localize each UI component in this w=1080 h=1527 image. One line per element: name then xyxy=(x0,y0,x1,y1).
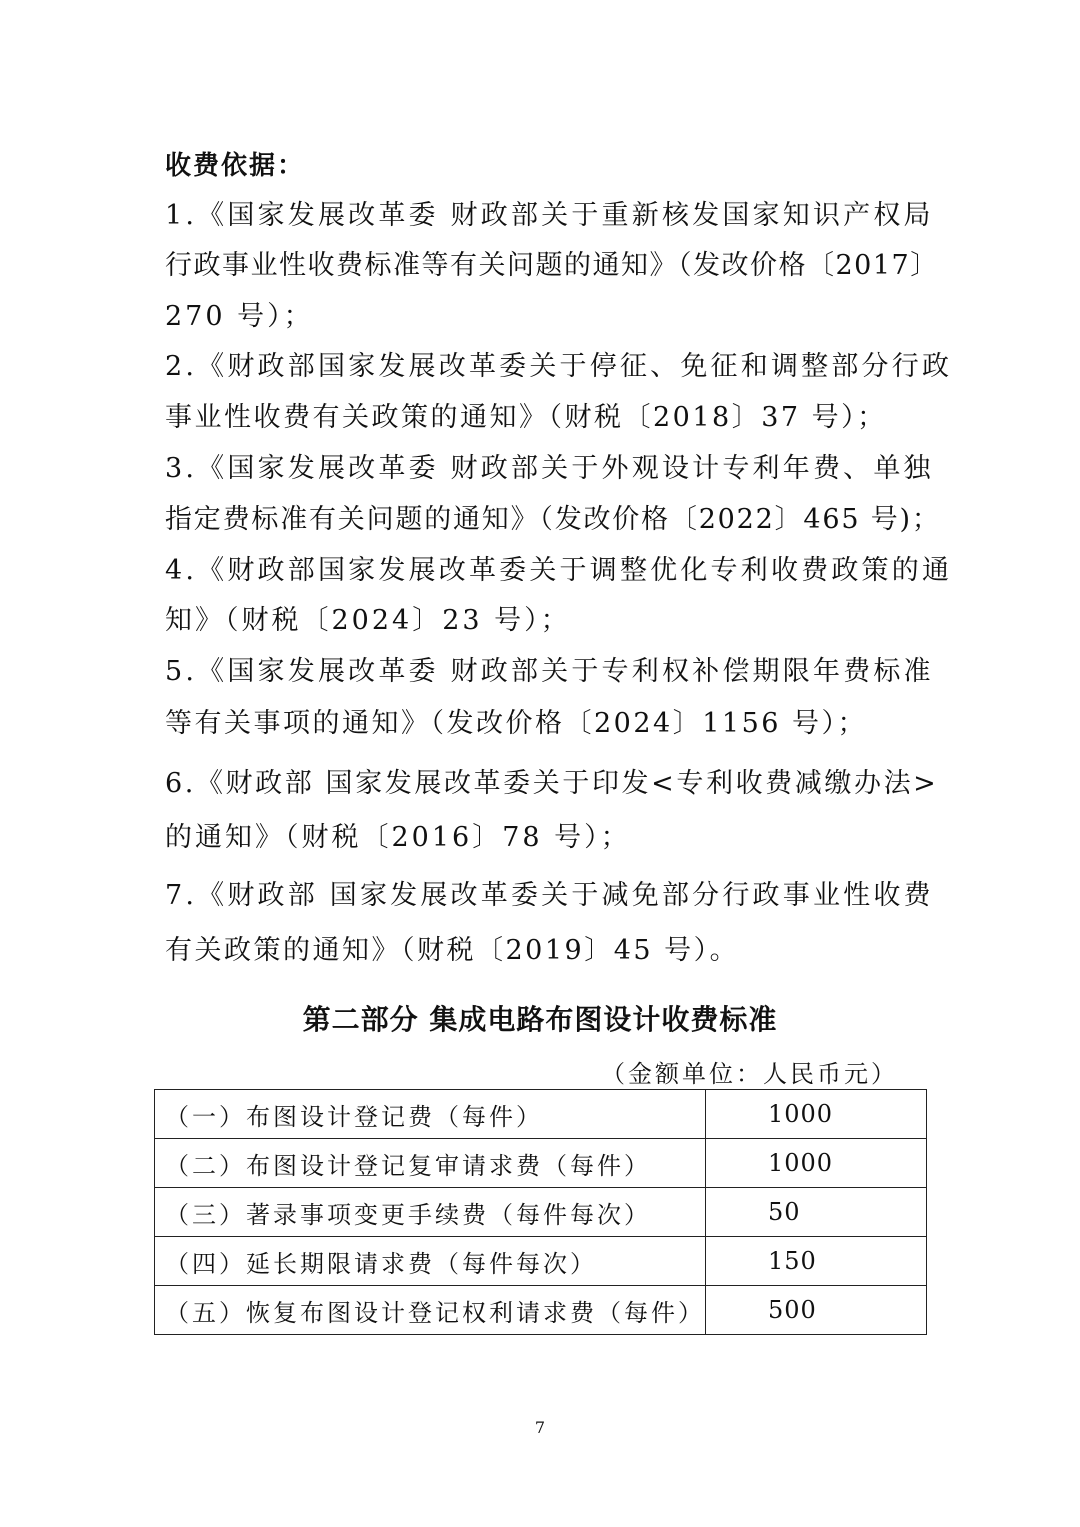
basis-line-5: 事业性收费有关政策的通知》（财税〔2018〕37 号）； xyxy=(165,402,887,433)
table-row xyxy=(155,1090,927,1139)
fee-item: （二）布图设计登记复审请求费（每件） xyxy=(155,1139,706,1188)
fee-table xyxy=(154,1089,927,1335)
fee-amount: 1000 xyxy=(706,1139,927,1188)
fee-amount: 1000 xyxy=(706,1090,927,1139)
fee-item: （三）著录事项变更手续费（每件每次） xyxy=(155,1188,706,1237)
basis-line-8: 4.《财政部国家发展改革委关于调整优化专利收费政策的通 xyxy=(165,555,953,586)
section-title: 第二部分 集成电路布图设计收费标准 xyxy=(302,1003,778,1036)
fee-item: （五）恢复布图设计登记权利请求费（每件） xyxy=(155,1286,706,1335)
basis-heading: 收费依据： xyxy=(165,151,306,181)
basis-line-6: 3.《国家发展改革委 财政部关于外观设计专利年费、单独 xyxy=(165,453,934,484)
basis-line-10: 5.《国家发展改革委 财政部关于专利权补偿期限年费标准 xyxy=(165,656,934,687)
table-row xyxy=(155,1286,927,1335)
page-number: 7 xyxy=(534,1418,546,1437)
basis-line-11: 等有关事项的通知》（发改价格〔2024〕1156 号）； xyxy=(165,708,868,739)
basis-line-2: 行政事业性收费标准等有关问题的通知》（发改价格〔2017〕 xyxy=(165,250,939,281)
table-row xyxy=(155,1237,927,1286)
basis-line-7: 指定费标准有关问题的通知》（发改价格〔2022〕465 号)； xyxy=(165,504,941,535)
fee-amount: 500 xyxy=(706,1286,927,1335)
basis-line-14: 7.《财政部 国家发展改革委关于减免部分行政事业性收费 xyxy=(165,880,934,911)
table-row xyxy=(155,1139,927,1188)
fee-item: （一）布图设计登记费（每件） xyxy=(155,1090,706,1139)
basis-line-4: 2.《财政部国家发展改革委关于停征、免征和调整部分行政 xyxy=(165,351,953,382)
fee-amount: 50 xyxy=(706,1188,927,1237)
fee-amount: 150 xyxy=(706,1237,927,1286)
fee-item: （四）延长期限请求费（每件每次） xyxy=(155,1237,706,1286)
basis-line-9: 知》（财税〔2024〕23 号）； xyxy=(165,605,571,636)
basis-line-3: 270 号）； xyxy=(165,301,314,332)
basis-line-12: 6.《财政部 国家发展改革委关于印发<专利收费减缴办法> xyxy=(165,768,939,799)
amount-unit-note: （金额单位：人民币元） xyxy=(601,1060,898,1088)
basis-line-15: 有关政策的通知》（财税〔2019〕45 号）。 xyxy=(165,935,740,966)
table-row xyxy=(155,1188,927,1237)
basis-line-1: 1.《国家发展改革委 财政部关于重新核发国家知识产权局 xyxy=(165,200,934,231)
basis-line-13: 的通知》（财税〔2016〕78 号）； xyxy=(165,822,631,853)
